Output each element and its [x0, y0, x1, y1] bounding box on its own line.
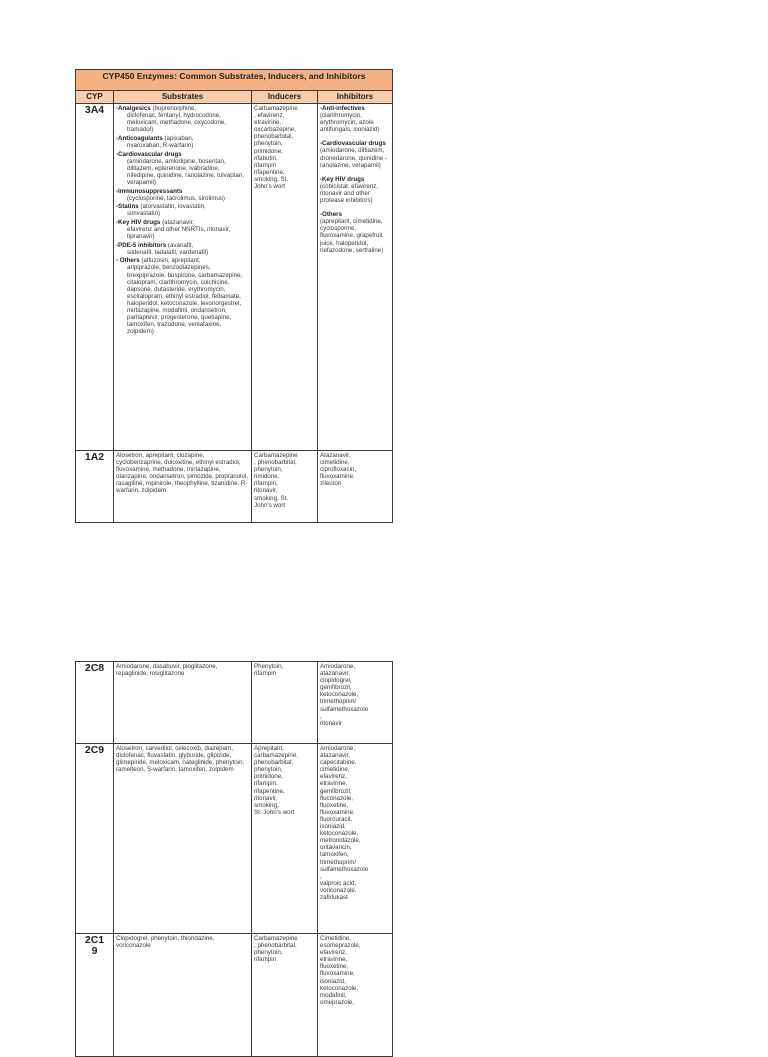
table-row-2c9: [76, 744, 393, 934]
substrates-cell: Clopidogrel, phenytoin, thioridazine, voriconazole: [114, 934, 252, 1057]
inducers-cell: Carbamazepine , phenobarbital, phenytoin, rimidone, rifampin, ritonavir, smoking, St. John's wort: [252, 451, 318, 523]
group-first: (avanafil,: [166, 241, 194, 249]
group-text: (cobicistat, efavirenz, ritonavir and other protease inhibitors): [320, 182, 379, 205]
group-text: (amiodarone, diltiazem, dronedarone, quinidine - ranolazine, verapamil): [320, 147, 388, 169]
table-row-3a4: [76, 104, 393, 451]
inducers-cell: Carbamazepine , efavirenz, etravirine, oxcarbazepine, phenobarbital, phenytoin, primidone, rifabutin, rifampin rifapentine, smoking, St. John's wort: [252, 104, 318, 451]
cyp-name: 3A4: [76, 104, 114, 451]
cyp-name: 2C9: [76, 744, 114, 934]
inhibitors-cell: Amiodarone, atazanavir, clopidogrel, gemfibrozil, ketoconazole, trimethoprim/ sulfamethoxazole , ritonavir: [318, 662, 393, 744]
group-label: -Analgesics: [116, 105, 151, 112]
substrates-cell: Alosetron, aprepitant, clozapine, cyclobenzaprine, duloxetine, ethinyl estradiol, fluvoxamine, methadone, mirtazapine, olanzapine, ondansetron, pimozide, propranolol, rasagiline, ropinirole, theophylline, tizanidine, R-warfarin, zolpidem: [114, 451, 252, 523]
table-row-2c8: [76, 662, 393, 744]
cyp-table-part-2: [75, 661, 393, 1057]
group-rest: (amiodarone, amlodipine, bosentan, diltiazem, eplerenone, ivabradine, nifedipine, quinidine, ranolazine, tolvaptan, verapamil): [127, 157, 244, 186]
header-inducers: Inducers: [252, 91, 318, 104]
group-rest: aripiprazole, benzodiazepines, brexpiprazole, buspirone, carbamazepine, citalopram, clarithromycin, colchicine, dapsone, dutasteride, erythromycin, escitalopram, ethinyl estradiol, felbamate, haloperidol, ketoconazole, levonorgestrel, mirtazapine, modafinil, ondansetron, paritaprevir, progesterone, quetiapine, tamoxifen, trazodone, venlafaxine, zolpidem): [127, 264, 243, 336]
group-label: -Statins: [116, 203, 139, 211]
group-rest: efavirenz and other NNRTIs, ritonavir, tipranavir): [127, 226, 231, 241]
inhibitors-cell: Atazanavir, cimetidine, ciprofloxacin, fluvoxamine, zileuton: [318, 451, 393, 523]
group-rest: (cyclosporine, tacrolimus, sirolimus): [127, 194, 225, 202]
substrates-cell: [114, 104, 252, 451]
cyp-name: 1A2: [76, 451, 114, 523]
group-text: (aprepitant, cimetidine, cyclosporine, fluvoxamine, grapefruit juice, haloperidol, nefazodone, sertraline): [320, 218, 384, 254]
group-label: -Anticoagulants: [116, 134, 163, 142]
group-first: (atazanavir,: [160, 218, 195, 226]
cyp-name: 2C8: [76, 662, 114, 744]
group-first: (buprenorphine,: [150, 105, 197, 112]
table-title: CYP450 Enzymes: Common Substrates, Inducers, and Inhibitors: [76, 70, 393, 91]
table-row-2c19: [76, 934, 393, 1057]
group-first: (alfuzosin, aprepitant,: [139, 257, 201, 265]
group-first: (atorvastatin, lovastatin,: [138, 203, 206, 211]
substrate-group: [116, 257, 249, 335]
inhibitor-group: [320, 140, 390, 168]
substrate-group: [116, 203, 249, 217]
group-rest: diclofenac, fentanyl, hydrocodone, meloxicam, methadone, oxycodone, tramadol): [127, 112, 227, 134]
cyp-table-part-1: [75, 69, 393, 523]
inhibitors-cell: Cimetidine, esomeprazole, efavirenz, etravirine, fluoxetine, fluvoxamine, isoniazid, ketoconazole, modafinil, omeprazole,: [318, 934, 393, 1057]
inhibitors-cell: Amiodarone, atazanavir, capecitabine, cimetidine, efavirenz, etravirine, gemfibrozil, fluconazole, fluoxetine, fluvoxamine, fluorouracil, isoniazid, ketoconazole, metronidazole, oritavancin, tamoxifen, trimethoprim/ sulfamethoxazole , valproic acid, voriconazole, zafirlukast: [318, 744, 393, 934]
inhibitor-group: [320, 211, 390, 254]
group-label: -Anti-infectives: [320, 105, 365, 112]
group-label: -Cardiovascular drugs: [116, 150, 182, 158]
substrate-group: [116, 242, 249, 256]
substrate-group: [116, 151, 249, 186]
group-label: - Others: [116, 257, 140, 265]
group-text: (clarithromycin, erythromycin, azole antifungals, isoniazid): [320, 112, 380, 134]
inhibitor-group: [320, 176, 390, 204]
table-row-1a2: [76, 451, 393, 523]
group-label: -Key HIV drugs: [116, 218, 161, 226]
substrates-cell: Alosetron, carvedilol, celecoxib, diazepam, diclofenac, fluvastatin, glyburide, glipizide, glimepiride, meloxicam, nateglinide, phenytoin, ramelteon, S-warfarin, tamoxifen, zolpidem: [114, 744, 252, 934]
group-label: -Key HIV drugs: [320, 175, 365, 183]
substrates-cell: Amiodarone, dasabuvir, pioglitazone, repaglinide, rosiglitazone: [114, 662, 252, 744]
group-first: (apixaban,: [162, 134, 194, 142]
substrate-group: [116, 188, 249, 202]
group-rest: simvastatin): [127, 210, 161, 218]
substrate-group: [116, 105, 249, 133]
group-label: -Cardiovascular drugs: [320, 140, 386, 148]
inhibitors-cell: [318, 104, 393, 451]
header-inhibitors: Inhibitors: [318, 91, 393, 104]
substrate-group: [116, 219, 249, 240]
header-substrates: Substrates: [114, 91, 252, 104]
group-rest: rivaroxaban, R-warfarin): [127, 141, 194, 149]
group-rest: sildenafil, tadalafil, vardenafil): [127, 248, 209, 256]
substrate-group: [116, 135, 249, 149]
inducers-cell: Carbamazepine , phenobarbital, phenytoin, rifampin: [252, 934, 318, 1057]
cyp-name: 2C1 9: [76, 934, 114, 1057]
inducers-cell: Phenytoin, rifampin: [252, 662, 318, 744]
inhibitor-group: [320, 105, 390, 133]
inducers-cell: Aprepitant, carbamazepine, phenobarbital, phenytoin, primidone, rifampin, rifapentine, ritonavir, smoking, St. John's wort: [252, 744, 318, 934]
group-label: -Immunosuppressants: [116, 187, 183, 195]
header-cyp: CYP: [76, 91, 114, 104]
group-label: -Others: [320, 211, 343, 219]
group-label: -PDE-5 inhibitors: [116, 241, 167, 249]
